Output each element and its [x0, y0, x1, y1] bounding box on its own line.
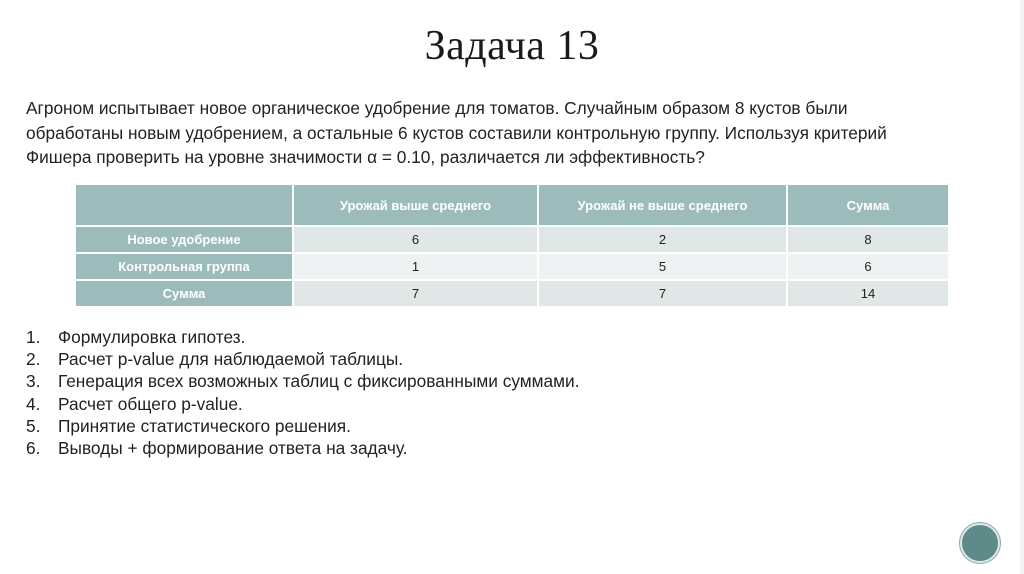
problem-line: Фишера проверить на уровне значимости α = 0.10, различается ли эффективность?	[26, 147, 705, 167]
cell: 6	[293, 226, 538, 253]
list-item	[26, 370, 580, 392]
step-text: Расчет общего p-value.	[58, 393, 243, 414]
problem-line: Агроном испытывает новое органическое удобрение для томатов. Случайным образом 8 кустов были	[26, 98, 848, 118]
slide-edge	[1020, 0, 1024, 574]
slide-title: Задача 13	[424, 23, 600, 69]
cell: 1	[293, 253, 538, 280]
list-item	[26, 326, 580, 348]
step-text: Генерация всех возможных таблиц с фиксированными суммами.	[58, 371, 580, 392]
step-number: 3.	[26, 371, 41, 392]
list-item	[26, 393, 580, 415]
cell: 7	[293, 280, 538, 307]
cell: 7	[538, 280, 787, 307]
step-number: 2.	[26, 349, 41, 370]
table-header-row	[75, 184, 949, 226]
step-number: 4.	[26, 393, 41, 414]
row-label: Сумма	[75, 280, 293, 307]
cell: 14	[787, 280, 949, 307]
header-sum: Сумма	[787, 184, 949, 226]
list-item	[26, 437, 580, 459]
step-text: Расчет p-value для наблюдаемой таблицы.	[58, 349, 404, 370]
list-item	[26, 348, 580, 370]
contingency-table	[74, 183, 950, 308]
list-item	[26, 415, 580, 437]
row-label: Контрольная группа	[75, 253, 293, 280]
header-not-above-average: Урожай не выше среднего	[538, 184, 787, 226]
cell: 6	[787, 253, 949, 280]
slide-nav-circle-icon[interactable]	[960, 523, 1000, 563]
cell: 8	[787, 226, 949, 253]
cell: 5	[538, 253, 787, 280]
header-above-average: Урожай выше среднего	[293, 184, 538, 226]
table-row	[75, 253, 949, 280]
step-text: Принятие статистического решения.	[58, 415, 351, 436]
row-label: Новое удобрение	[75, 226, 293, 253]
step-number: 1.	[26, 327, 41, 347]
problem-line: обработаны новым удобрением, а остальные 6 кустов составили контрольную группу. Используя критерий	[26, 122, 887, 143]
step-text: Формулировка гипотез.	[58, 327, 246, 347]
step-number: 5.	[26, 415, 41, 436]
problem-statement	[26, 96, 1006, 170]
step-text: Выводы + формирование ответа на задачу.	[58, 438, 408, 459]
step-number: 6.	[26, 438, 41, 459]
table-row	[75, 280, 949, 307]
cell: 2	[538, 226, 787, 253]
steps-list	[26, 326, 580, 459]
header-empty	[75, 184, 293, 226]
table-row	[75, 226, 949, 253]
